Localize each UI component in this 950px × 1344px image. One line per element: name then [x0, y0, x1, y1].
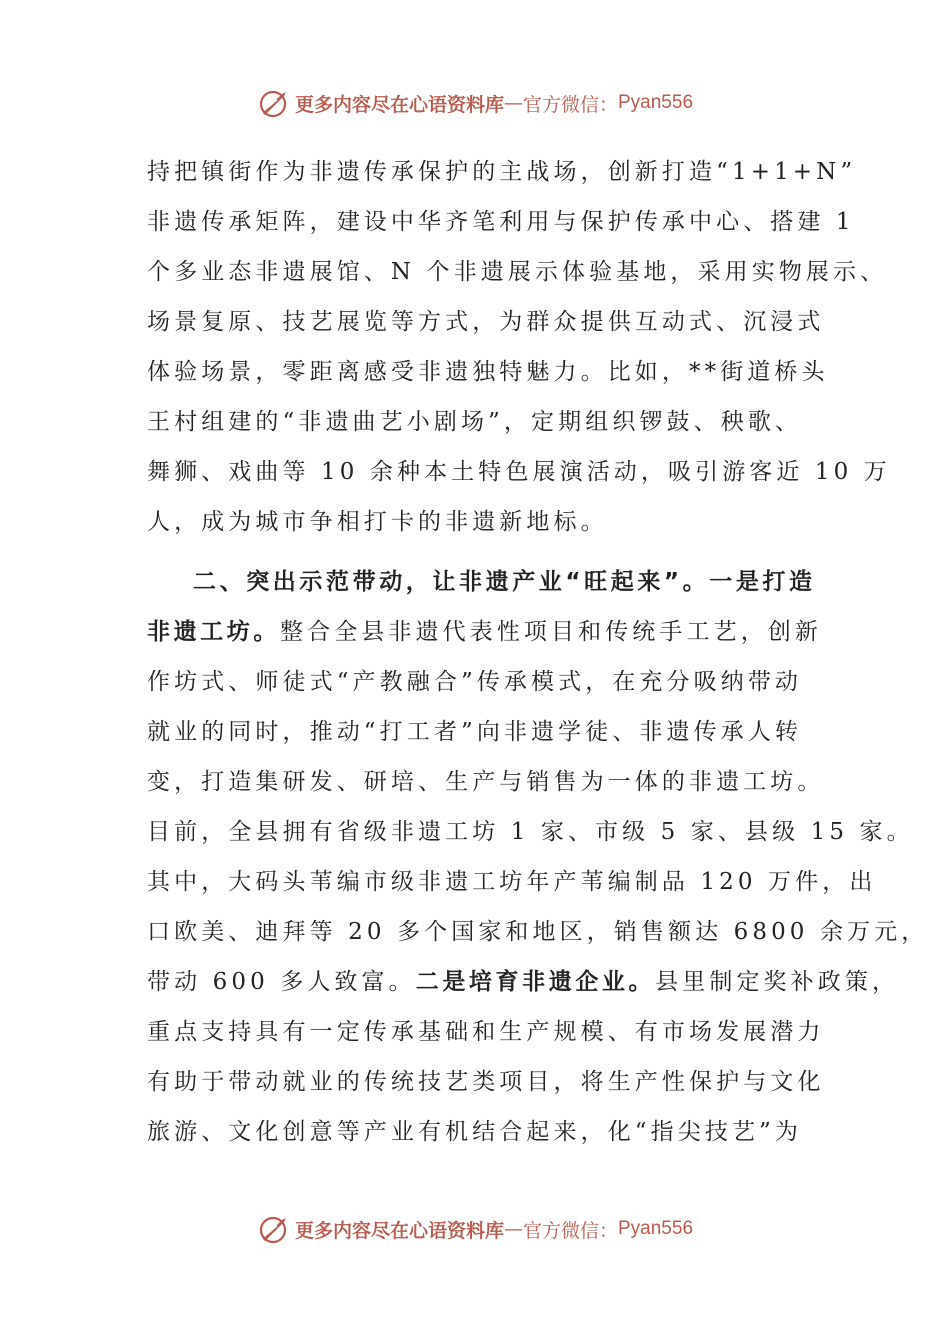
text-run: 整合全县非遗代表性项目和传统手工艺，创新 [280, 619, 822, 645]
watermark-handle: Pyan556 [618, 1218, 694, 1239]
text-line: 作坊式、师徒式“产教融合”传承模式，在充分吸纳带动 [147, 669, 803, 695]
watermark-header [0, 86, 950, 120]
watermark-dash: — [503, 92, 523, 114]
text-line: 场景复原、技艺展览等方式，为群众提供互动式、沉浸式 [147, 309, 825, 335]
text-line: 王村组建的“非遗曲艺小剧场”，定期组织锣鼓、秧歌、 [147, 409, 803, 435]
text-line: 变，打造集研发、研培、生产与销售为一体的非遗工坊。 [147, 769, 825, 795]
document-body [147, 147, 929, 1157]
text-line: 持把镇街作为非遗传承保护的主战场，创新打造“1+1+N” [147, 159, 857, 185]
watermark-official: 官方微信： [522, 1219, 618, 1242]
watermark-footer [0, 1212, 950, 1246]
watermark-handle: Pyan556 [618, 92, 694, 113]
subheading-enterprise: 二是培育非遗企业。 [415, 969, 656, 995]
text-line: 口欧美、迪拜等 20 多个国家和地区，销售额达 6800 余万元， [147, 919, 929, 945]
section-heading-line [147, 557, 819, 607]
text-line: 就业的同时，推动“打工者”向非遗学徒、非遗传承人转 [147, 719, 803, 745]
text-line: 其中，大码头苇编市级非遗工坊年产苇编制品 120 万件，出 [147, 869, 877, 895]
text-line: 目前，全县拥有省级非遗工坊 1 家、市级 5 家、县级 15 家。 [147, 819, 914, 845]
text-line: 旅游、文化创意等产业有机结合起来，化“指尖技艺”为 [147, 1119, 803, 1145]
watermark-brand: 更多内容尽在心语资料库 [294, 93, 504, 116]
text-line: 个多业态非遗展馆、N 个非遗展示体验基地，采用实物展示、 [147, 259, 888, 285]
text-line: 体验场景，零距离感受非遗独特魅力。比如，**街道桥头 [147, 359, 829, 385]
text-line: 人，成为城市争相打卡的非遗新地标。 [147, 509, 608, 535]
watermark-official: 官方微信： [522, 93, 618, 116]
text-line: 非遗传承矩阵，建设中华齐笔利用与保护传承中心、搭建 1 [147, 209, 855, 235]
pen-logo-icon [257, 1212, 291, 1246]
text-run: 县里制定奖补政策， [655, 969, 900, 995]
text-line: 舞狮、戏曲等 10 余种本土特色展演活动，吸引游客近 10 万 [147, 459, 891, 485]
watermark-dash: — [503, 1218, 523, 1240]
watermark-brand: 更多内容尽在心语资料库 [294, 1219, 504, 1242]
pen-logo-icon [257, 86, 291, 120]
paragraph-2 [147, 557, 929, 1157]
text-line [147, 957, 900, 1007]
text-line: 有助于带动就业的传统技艺类项目，将生产性保护与文化 [147, 1069, 825, 1095]
section-heading: 二、突出示范带动，让非遗产业“旺起来”。一是打造 [193, 569, 816, 595]
text-run: 带动 600 多人致富。 [147, 969, 416, 995]
paragraph-1 [147, 147, 891, 547]
subheading-workshop: 非遗工坊。 [147, 619, 280, 645]
text-line [147, 607, 822, 657]
text-line: 重点支持具有一定传承基础和生产规模、有市场发展潜力 [147, 1019, 825, 1045]
